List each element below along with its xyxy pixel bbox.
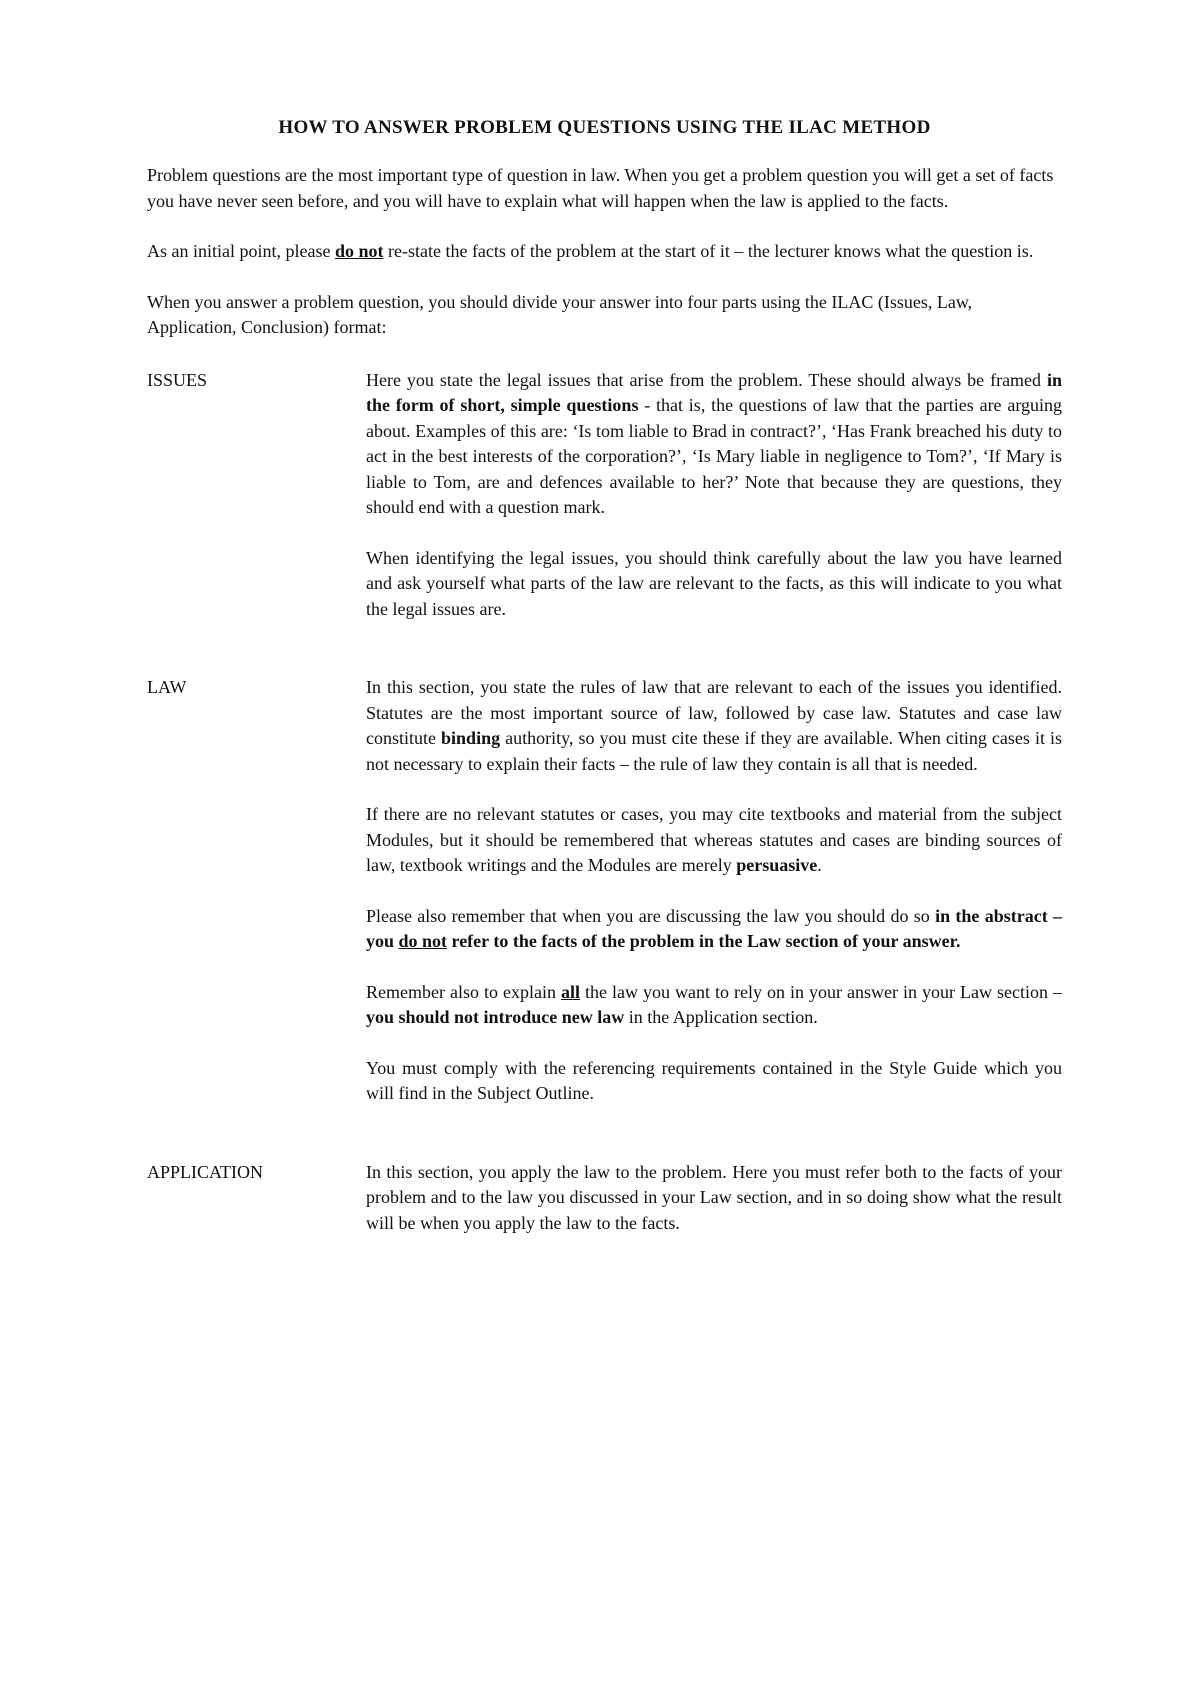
issues-p1-text-c: - that is, the questions of law that the parties are arguing about. Examples of this are: ‘Is tom liable to Brad in contract?’, ‘Has Frank breached his duty to act in the best interests of the corporation?’, ‘Is Mary liable in negligence to Tom?’, ‘If Mary is liable to Tom, are and defences available to her?’ Note that because they are questions, they should end with a question mark. xyxy=(366,395,1062,517)
issues-section xyxy=(147,368,1062,623)
law-p3-do-not: do not xyxy=(398,931,448,951)
application-section xyxy=(147,1160,1062,1237)
law-p4-text-a: Remember also to explain xyxy=(366,981,561,1002)
law-paragraph-1 xyxy=(366,675,1062,777)
intro-paragraph-2 xyxy=(147,239,1062,265)
issues-p1-text-a: Here you state the legal issues that arise from the problem. These should always be framed xyxy=(366,369,1047,390)
application-paragraph-1: In this section, you apply the law to the problem. Here you must refer both to the facts of your problem and to the law you discussed in your Law section, and in so doing show what the result will be when you apply the law to the facts. xyxy=(366,1161,1062,1233)
law-p4-all: all xyxy=(560,981,580,1002)
law-p4-all-emphasis xyxy=(561,982,580,1002)
law-body xyxy=(366,675,1062,1107)
law-section xyxy=(147,675,1062,1107)
law-label: LAW xyxy=(147,677,187,697)
application-label: APPLICATION xyxy=(147,1161,264,1182)
intro-paragraph-3: When you answer a problem question, you should divide your answer into four parts using the ILAC (Issues, Law, Application, Conclusion) format: xyxy=(147,291,973,337)
law-p4-text-e: in the Application section. xyxy=(624,1007,818,1027)
law-paragraph-2 xyxy=(366,802,1062,879)
issues-paragraph-2: When identifying the legal issues, you should think carefully about the law you have learned and ask yourself what parts of the law are relevant to the facts, as this will indicate to you what the legal issues are. xyxy=(366,547,1062,619)
intro-section xyxy=(147,163,1062,341)
law-p2-bold: persuasive xyxy=(736,855,818,875)
law-p2-text-a: If there are no relevant statutes or cases, you may cite textbooks and material from the subject Modules, but it should be remembered that whereas statutes and cases are binding sources of law, textbook writings and the Modules are merely xyxy=(366,804,1062,875)
law-p1-bold: binding xyxy=(441,728,501,748)
intro-p2-emphasis xyxy=(335,241,384,261)
application-body xyxy=(366,1160,1062,1237)
law-p1-text-c: authority, so you must cite these if they are available. When citing cases it is not necessary to explain their facts – the rule of law they contain is all that is needed. xyxy=(366,728,1062,774)
law-p3-text-d: refer to the facts of the problem in the Law section of your answer. xyxy=(447,931,961,951)
issues-p1-bold: in the form of short, simple questions xyxy=(366,369,1062,415)
law-p4-bold: you should not introduce new law xyxy=(366,1007,625,1027)
law-p1-text-a: In this section, you state the rules of law that are relevant to each of the issues you identified. Statutes are the most important source of law, followed by case law. Statutes and case law constitute xyxy=(366,677,1062,748)
law-p4-text-c: the law you want to rely on in your answer in your Law section – xyxy=(580,981,1063,1002)
law-paragraph-4 xyxy=(366,980,1062,1031)
issues-paragraph-1 xyxy=(366,368,1062,521)
intro-p2-text-a: As an initial point, please xyxy=(147,241,335,261)
document-title: HOW TO ANSWER PROBLEM QUESTIONS USING THE ILAC METHOD xyxy=(278,117,931,138)
issues-body xyxy=(366,368,1062,623)
law-p3-text-a: Please also remember that when you are discussing the law you should do so xyxy=(366,905,936,926)
law-paragraph-3 xyxy=(366,904,1062,955)
intro-paragraph-1: Problem questions are the most important type of question in law. When you get a problem question you will get a set of facts you have never seen before, and you will have to explain what will happen when the law is applied to the facts. xyxy=(147,165,1054,211)
intro-p2-do-not: do not xyxy=(334,241,384,261)
law-p3-text-b: in the abstract – you xyxy=(366,905,1062,951)
law-p2-text-c: . xyxy=(817,855,822,875)
law-paragraph-5: You must comply with the referencing requirements contained in the Style Guide which you will find in the Subject Outline. xyxy=(366,1057,1062,1103)
intro-p2-text-c: re-state the facts of the problem at the start of it – the lecturer knows what the question is. xyxy=(383,241,1034,261)
issues-label: ISSUES xyxy=(147,369,208,390)
